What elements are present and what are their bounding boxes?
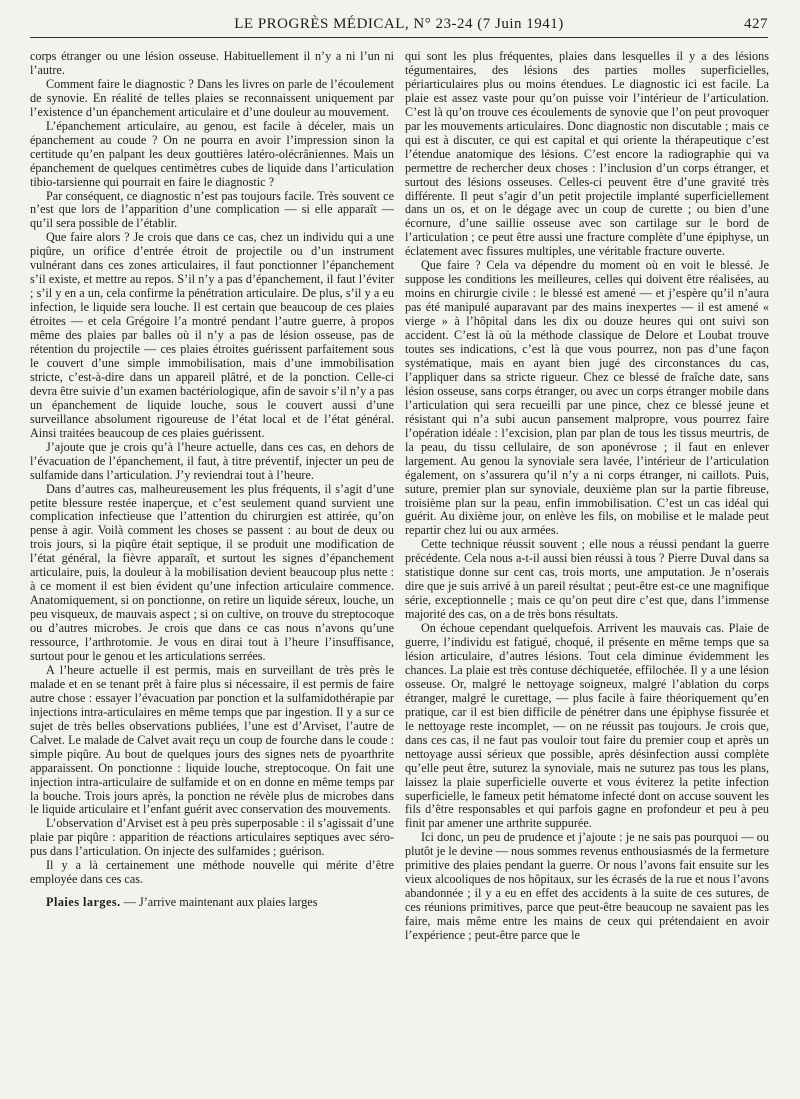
paragraph: corps étranger ou une lésion osseuse. Habituellement il n’y a ni l’un ni l’autre.	[30, 49, 394, 77]
paragraph: Ici donc, un peu de prudence et j’ajoute : je ne sais pas pourquoi — ou plutôt je le devine — nous sommes revenus enthousiasmés de la fermeture primitive des plaies pendant la guerre. Or nous l’avons fait ensuite sur les vieux alcooliques de nos hôpitaux, sur les écrasés de la rue et nous l’avons abandonnée ; il y a eu en effet des accidents à la suite de ces sutures, de ces réunions primitives, parce que peut-être beaucoup ne savaient pas les faire, mais même entre les mains de ceux qui prétendaient en avoir l’expérience ; peut-être parce que le	[405, 830, 769, 943]
paragraph: Par conséquent, ce diagnostic n’est pas toujours facile. Très souvent ce n’est que lors de l’apparition d’une complication — si elle apparaît — qu’il sera possible de l’établir.	[30, 188, 394, 231]
section-heading-text: — J’arrive maintenant aux plaies larges	[120, 895, 318, 910]
paragraph: Dans d’autres cas, malheureusement les plus fréquents, il s’agit d’une petite blessure restée inaperçue, et c’est seulement quand survient une complication infectieuse que l’attention du chirurgien est attirée, qu’on pense à agir. Voilà comment les choses se passent : au bout de deux ou trois jours, si la piqûre était septique, il se produit une modification de l’état général, la fièvre apparaît, et surtout les signes d’épanchement articulaire, puis, la douleur à la mobilisation devient beaucoup plus nette : à ce moment il est bien évident qu’une infection articulaire commence. Anatomiquement, si on ponctionne, on retire un liquide séreux, louche, un peu visqueux, de mauvais aspect ; si on cultive, on trouve du streptocoque ou d’autres microbes. Je crois que dans ce cas nous n’avons qu’une ressource, l’arthrotomie. Je vous en dirai tout à l’heure l’insuffisance, surtout pour le genou et les articulations serrées.	[30, 481, 394, 663]
section-subheading: Plaies larges.	[46, 895, 121, 910]
paragraph: A l’heure actuelle il est permis, mais en surveillant de très près le malade et en se tenant prêt à faire plus si nécessaire, il est permis de faire autre chose : essayer l’évacuation par ponction et la sulfamidothérapie par injections intra-articulaires en même temps que par ingestion. Il y a sur ce sujet de très belles observations publiées, l’une est d’Arviset, l’autre de Calvet. Le malade de Calvet avait reçu un coup de fourche dans le coude : simple piqûre. Au bout de quelques jours des signes nets de pyoarthrite apparaissent. On ponctionne : liquide louche, streptocoque. On fait une injection intra-articulaire de sulfamide et on en donne en même temps par la bouche. Trois jours après, la ponction ne révèle plus de microbes dans le liquide articulaire et l’enfant guérit avec conservation des mouvements.	[30, 662, 394, 817]
journal-title: LE PROGRÈS MÉDICAL, N° 23-24 (7 Juin 1941)	[234, 16, 564, 32]
paragraph: Comment faire le diagnostic ? Dans les livres on parle de l’écoulement de synovie. En réalité de telles plaies se reconnaissent uniquement par l’existence d’un épanchement articulaire et d’une douleur au mouvement.	[30, 76, 394, 119]
paragraph: L’épanchement articulaire, au genou, est facile à déceler, mais un épanchement au coude ? On ne pourra en avoir l’impression sinon la certitude qu’en palpant les deux gouttières latéro-olécrâniennes. Mais un épanchement de quelques centimètres cubes de liquide dans l’articulation tibio-tarsienne qui pourrait en faire le diagnostic ?	[30, 118, 394, 189]
paragraph: L’observation d’Arviset est à peu près superposable : il s’agissait d’une plaie par piqûre : apparition de réactions articulaires septiques avec séro-pus dans l’articulation. On injecte des sulfamides ; guérison.	[30, 816, 394, 859]
page-number: 427	[744, 16, 768, 32]
paragraph: Il y a là certainement une méthode nouvelle qui mérite d’être employée dans ces cas.	[30, 858, 394, 887]
left-column	[30, 50, 394, 910]
paragraph: Que faire ? Cela va dépendre du moment où en voit le blessé. Je suppose les conditions les meilleures, celles qui doivent être réalisées, au moins en chirurgie civile : le blessé est amené — et j’espère qu’il n’aura pas été manipulé auparavant par des mains inexpertes — il est amené « vierge » à l’hôpital dans les dix ou douze heures qui ont suivi son accident. C’est là où la méthode classique de Delore et Loubat trouve toutes ses indications, c’est là que vous pourrez, non pas d’une façon systématique, mais en ayant bien jugé des circonstances du cas, l’appliquer dans sa stricte rigueur. Chez ce blessé de fraîche date, sans lésion osseuse, sans corps étranger, ou avec un corps étranger mobile dans l’articulation qui sera recueilli par une pince, chez ce blessé jeune et résistant qui n’a subi aucun pansement malpropre, vous pourrez faire l’opération idéale : l’excision, plan par plan de tous les tissus meurtris, de la peau, du tissu cellulaire, de son aponévrose ; il faut en enlever largement. Au genou la synoviale sera lavée, l’intérieur de l’articulation également, on s’assurera qu’il n’y a ni corps étranger, ni caillots. Puis, suture, premier plan sur synoviale, deuxième plan sur la partie fibreuse, troisième plan sur la peau, enfin immobilisation. C’est un cas idéal qui guérit. Au dixième jour, on enlève les fils, on mobilise et le malade peut repartir chez lui ou aux armées.	[405, 258, 769, 538]
section-heading-paragraph	[30, 896, 394, 910]
paragraph: Que faire alors ? Je crois que dans ce cas, chez un individu qui a une piqûre, un orifice d’entrée étroit de projectile ou d’un instrument vulnérant dans ces zones articulaires, il faut ponctionner l’épanchement s’il existe, et mettre au repos. S’il n’y a pas d’épanchement, il faut l’éviter ; s’il y en a un, cela confirme la pénétration articulaire. De plus, s’il y a eu infection, le liquide sera louche. Il est certain que beaucoup de ces plaies étroites — et cela Grégoire l’a montré pendant l’autre guerre, à propos même des plaies par balles où il n’y a pas de lésion osseuse, pas de rétention du projectile — ces plaies étroites guérissent parfaitement sous le couvert d’une simple immobilisation, mais d’une immobilisation stricte, c’est-à-dire dans un appareil plâtré, et de la ponction. Celle-ci devra être suivie d’un examen bactériologique, afin de savoir s’il n’y a pas un épanchement de liquide louche, sous le couvert aussi d’une surveillance absolument rigoureuse de l’état local et de l’état général. Ainsi traitées beaucoup de ces plaies guérissent.	[30, 230, 394, 440]
right-column	[405, 50, 769, 943]
paragraph: J’ajoute que je crois qu’à l’heure actuelle, dans ces cas, en dehors de l’évacuation de l’épanchement, il faut, à titre préventif, injecter un peu de sulfamide dans l’articulation. J’y reviendrai tout à l’heure.	[30, 439, 394, 482]
running-header	[30, 15, 768, 38]
paragraph: On échoue cependant quelquefois. Arrivent les mauvais cas. Plaie de guerre, l’individu est fatigué, choqué, il présente en même temps que sa lésion articulaire, d’autres lésions. Tout cela diminue évidemment les chances. La plaie est très contuse déchiquetée, effilochée. Il y a une lésion osseuse. Or, malgré le nettoyage soigneux, malgré l’ablation du corps étranger, malgré le curettage, — plus facile à faire théoriquement qu’en pratique, car il est bien difficile de pénétrer dans une épiphyse fissurée et le nettoyage reste incomplet, — on ne réussit pas toujours. Je crois que, dans ces cas, il ne faut pas vouloir tout faire du premier coup et après un nettoyage aussi sérieux que possible, après désinfection aussi complète qu’elle peut être, suturez la synoviale, mais ne suturez pas tous les plans, laissez la plaie superficielle ouverte et vous éviterez la petite infection superficielle, le fameux petit hématome infecté dont on accuse souvent les fils d’être responsables et qui parfois gagne en profondeur et peu à peu finit par amener une arthrite suppurée.	[405, 621, 769, 831]
paragraph: qui sont les plus fréquentes, plaies dans lesquelles il y a des lésions tégumentaires, des lésions des parties molles superficielles, périarticulaires plus ou moins étendues. Le diagnostic ici est facile. La plaie est assez vaste pour qu’on puisse voir l’intérieur de l’articulation. C’est là qu’on trouve ces écoulements de synovie que l’on peut provoquer par les mouvements articulaires. Donc diagnostic non discutable ; mais ce qui est à discuter, ce qui est capital et qui oriente la thérapeutique c’est l’étendue anatomique des lésions. C’est encore la radiographie qui va permettre de rechercher deux choses : l’inclusion d’un corps étranger, et surtout des lésions osseuses. Celles-ci peuvent être d’une gravité très différente. Il peut s’agir d’un petit projectile implanté superficiellement dans un os, et on le dégage avec un coup de curette ; ou bien d’une écornure, d’une saillie osseuse avec son cartilage sur le bord de l’articulation ; ce peut être aussi une fracture complète d’une épiphyse, un éclatement avec fissures multiples, une véritable fracture ouverte.	[405, 49, 769, 259]
paragraph: Cette technique réussit souvent ; elle nous a réussi pendant la guerre précédente. Cela nous a-t-il aussi bien réussi à tous ? Pierre Duval dans sa statistique donne sur cent cas, trois morts, une amputation. Je n’oserais dire que je suis arrivé à un pareil résultat ; peut-être est-ce une magnifique série, exceptionnelle ; mais ce qu’on peut dire c’est que, dans l’immense majorité des cas, on a de très bons résultats.	[405, 537, 769, 622]
